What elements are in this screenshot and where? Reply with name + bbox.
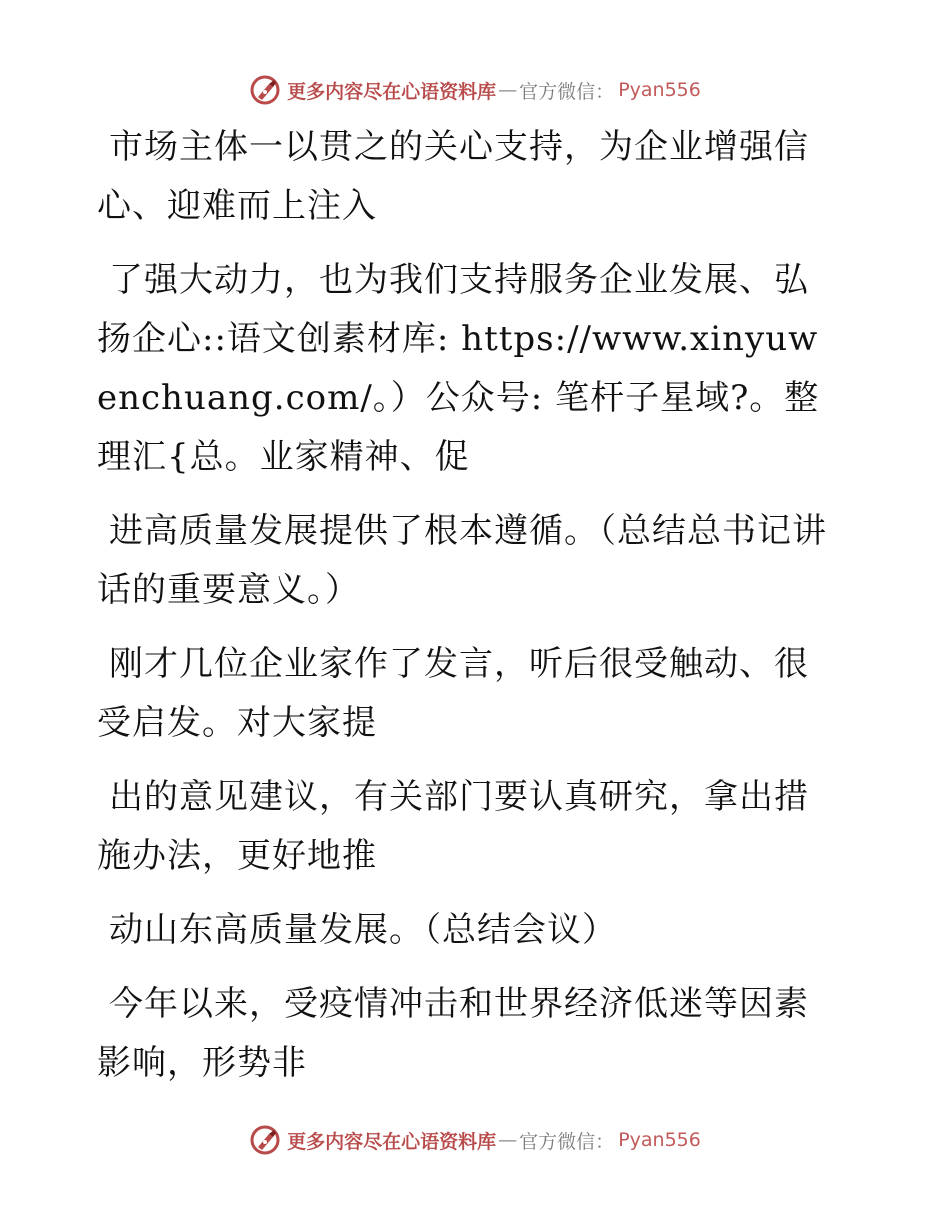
pen-nib-logo-icon (249, 74, 281, 106)
banner-official-label: 官方微信： (519, 80, 615, 103)
banner-separator: — (498, 1129, 518, 1151)
document-body (97, 118, 837, 1108)
paragraph: 动山东高质量发展。（总结会议） (109, 910, 617, 950)
banner-wechat-id: Pyan556 (618, 79, 701, 101)
banner-separator: — (498, 79, 518, 101)
paragraph: 刚才几位企业家作了发言，听后很受触动、很受启发。对大家提 (97, 644, 809, 743)
banner-official-label: 官方微信： (519, 1130, 615, 1153)
banner-text: 更多内容尽在心语资料库 (287, 1130, 497, 1153)
paragraph: 出的意见建议，有关部门要认真研究，拿出措施办法，更好地推 (97, 777, 809, 876)
footer-banner (0, 1120, 950, 1160)
paragraph: 进高质量发展提供了根本遵循。（总结总书记讲话的重要意义。） (97, 511, 827, 610)
paragraph: 了强大动力，也为我们支持服务企业发展、弘扬企心::语文创素材库: https://www.xinyuwenchuang.com/。）公众号: 笔杆子星域?。整理汇{总。业家精神、促 (97, 260, 820, 477)
paragraph: 今年以来，受疫情冲击和世界经济低迷等因素影响，形势非 (97, 984, 809, 1083)
paragraph: 市场主体一以贯之的关心支持，为企业增强信心、迎难而上注入 (97, 127, 809, 226)
banner-wechat-id: Pyan556 (618, 1129, 701, 1151)
pen-nib-logo-icon (249, 1124, 281, 1156)
header-banner (0, 70, 950, 110)
banner-text: 更多内容尽在心语资料库 (287, 80, 497, 103)
